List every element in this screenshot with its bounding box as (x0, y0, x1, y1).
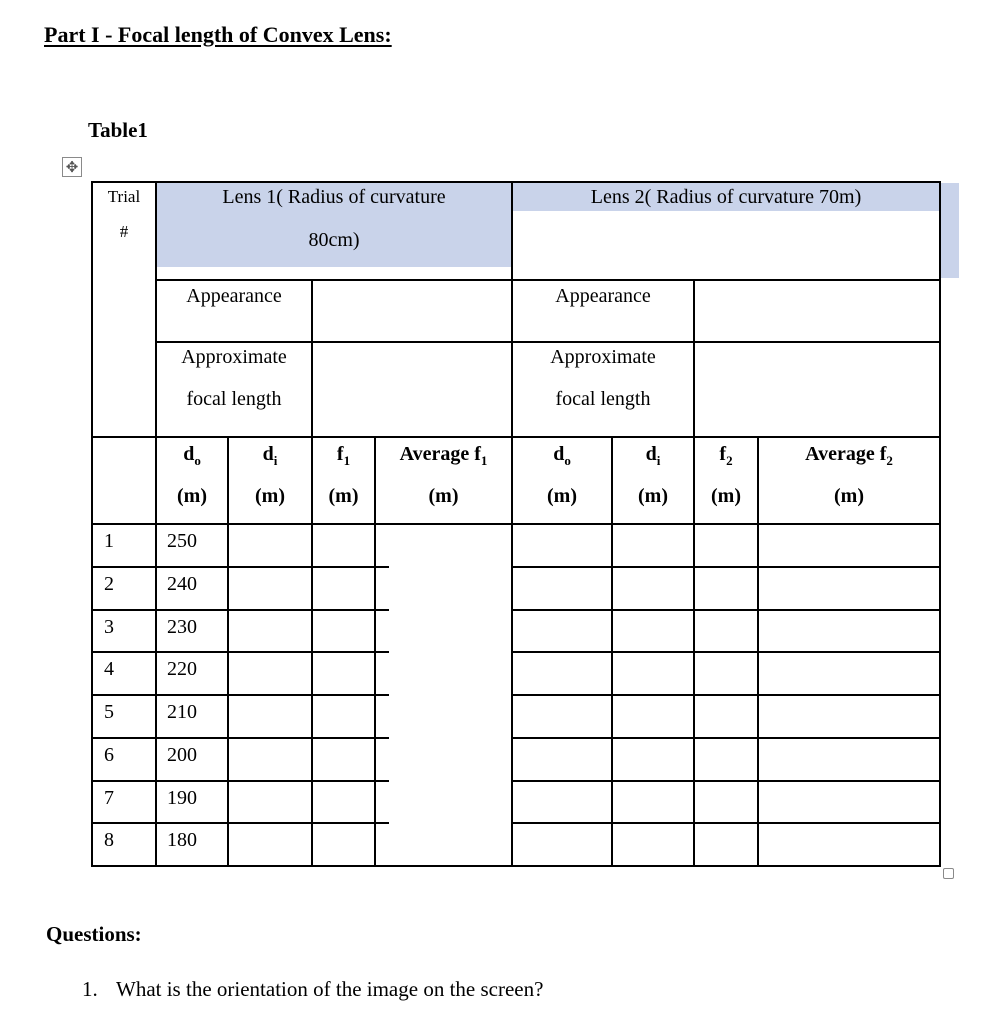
do-value: 240 (167, 573, 197, 595)
lens1-approx-focal-label-line2: focal length (186, 388, 282, 410)
lens2-approx-focal-label: Approximate (550, 346, 656, 368)
column-header-name: f (719, 443, 727, 465)
question-text: What is the orientation of the image on the screen? (116, 977, 544, 1001)
lens1-approx-focal-label: Approximate (181, 346, 287, 368)
trial-header-hash: # (119, 222, 129, 241)
column-header-name: d (645, 443, 657, 465)
column-header (613, 442, 693, 473)
column-header-subscript: 2 (886, 453, 893, 468)
do-value: 230 (167, 616, 197, 638)
do-value: 200 (167, 744, 197, 766)
column-header-subscript: 2 (726, 453, 733, 468)
do-value: 220 (167, 658, 197, 680)
column-header-name: Average f (399, 443, 481, 465)
column-header-name: d (262, 443, 274, 465)
trial-number: 4 (104, 658, 114, 680)
trial-number: 2 (104, 573, 114, 595)
column-header-name: f (336, 443, 344, 465)
column-header (313, 442, 374, 473)
column-header-name: d (553, 443, 565, 465)
column-header-unit: (m) (177, 485, 207, 507)
trial-number: 5 (104, 701, 114, 723)
trial-number: 1 (104, 530, 114, 552)
column-header-unit: (m) (547, 485, 577, 507)
column-header-unit: (m) (255, 485, 285, 507)
column-header (759, 442, 939, 473)
column-header (376, 442, 511, 473)
lens2-appearance-value[interactable] (695, 281, 939, 341)
question-number: 1. (82, 977, 98, 1001)
table-title: Table1 (88, 118, 148, 142)
trial-number: 3 (104, 616, 114, 638)
column-header-subscript: o (564, 453, 571, 468)
lens1-approx-focal-value[interactable] (313, 343, 511, 436)
column-header-subscript: i (656, 453, 661, 468)
lens1-header-line2: 80cm) (308, 229, 360, 251)
question-item (82, 977, 543, 1002)
trial-number: 7 (104, 787, 114, 809)
do-value: 180 (167, 829, 197, 851)
lens2-approx-focal-label-line2: focal length (555, 388, 651, 410)
do-value: 210 (167, 701, 197, 723)
column-header-subscript: o (194, 453, 201, 468)
move-arrows-icon[interactable]: ✥ (62, 157, 82, 177)
questions-heading: Questions: (46, 922, 142, 946)
column-header-unit: (m) (834, 485, 864, 507)
lens2-header: Lens 2( Radius of curvature 70m) (590, 186, 862, 208)
do-value: 190 (167, 787, 197, 809)
lens1-appearance-label: Appearance (186, 285, 282, 307)
column-header-subscript: 1 (343, 453, 351, 468)
column-header-name: d (183, 443, 195, 465)
lens2-approx-focal-value[interactable] (695, 343, 939, 436)
column-header-name: Average f (805, 443, 887, 465)
column-header-subscript: i (273, 453, 278, 468)
column-header-unit: (m) (428, 485, 459, 507)
page-title: Part I - Focal length of Convex Lens: (44, 22, 392, 47)
resize-square-icon[interactable] (943, 868, 954, 879)
column-header-unit: (m) (638, 485, 668, 507)
trial-number: 8 (104, 829, 114, 851)
lens1-appearance-value[interactable] (313, 281, 511, 341)
lens2-appearance-label: Appearance (555, 285, 651, 307)
trial-number: 6 (104, 744, 114, 766)
trial-header: Trial (107, 187, 141, 206)
column-header (157, 442, 227, 473)
column-header (229, 442, 311, 473)
lens1-header: Lens 1( Radius of curvature (222, 186, 446, 208)
lens2-header-shade-edge (940, 211, 959, 278)
column-header-subscript: 1 (480, 453, 488, 468)
do-value: 250 (167, 530, 197, 552)
column-header-unit: (m) (328, 485, 359, 507)
column-header-unit: (m) (711, 485, 741, 507)
column-header (695, 442, 757, 473)
column-header (513, 442, 611, 473)
